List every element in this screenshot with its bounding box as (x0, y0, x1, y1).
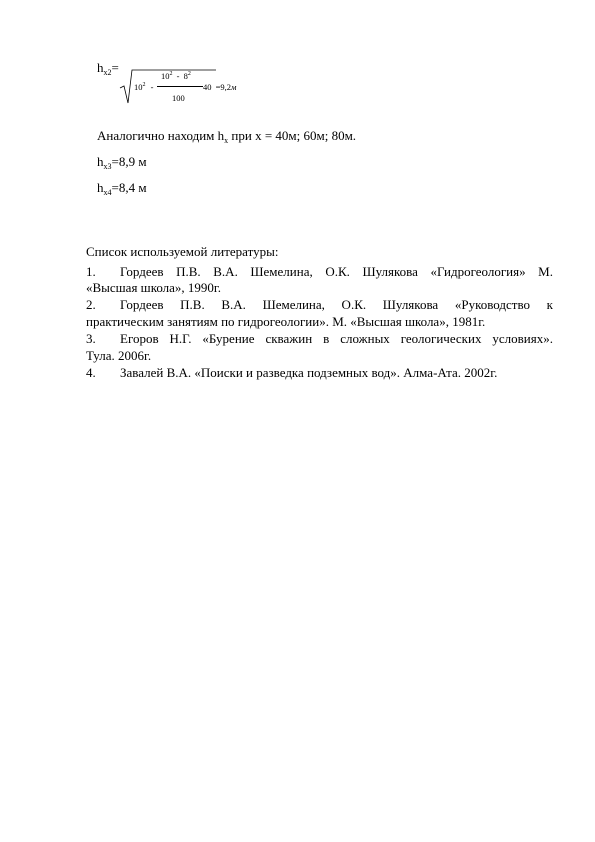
formula-denominator: 100 (172, 93, 185, 103)
formula-num-b-exp: 2 (187, 71, 191, 77)
bibliography-item-3-line1: Егоров Н.Г. «Бурение скважин в сложных геологических условиях». (120, 331, 553, 346)
formula-h-subscript: x2 (103, 68, 112, 77)
para-text-after: при x = 40м; 60м; 80м. (228, 128, 357, 143)
result-subscript: x3 (103, 162, 112, 171)
analogy-paragraph (97, 128, 356, 145)
bibliography-heading: Список используемой литературы: (86, 244, 279, 259)
formula-unit: м (231, 82, 237, 92)
formula-term-a (134, 82, 153, 92)
formula-mult: 40 (203, 82, 212, 92)
para-text-before: Аналогично находим h (97, 128, 225, 143)
bibliography-item-4-line1: Завалей В.А. «Поиски и разведка подземных вод». Алма-Ата. 2002г. (120, 365, 498, 380)
formula-minus: - (150, 82, 154, 92)
formula-h-label: h (97, 60, 104, 75)
bibliography-item-number: 2. (86, 297, 96, 312)
fraction-bar (157, 86, 203, 87)
result-subscript: x4 (103, 188, 112, 197)
formula-num-minus: - (176, 71, 180, 81)
bibliography-item-number: 4. (86, 365, 96, 380)
formula-num-a: 10 (161, 71, 170, 81)
formula-result: =9,2 (215, 82, 232, 92)
formula-numerator (161, 71, 191, 81)
formula-a-exp: 2 (142, 82, 146, 88)
formula-rhs (203, 82, 236, 92)
formula-num-a-exp: 2 (169, 71, 173, 77)
result-x4 (97, 180, 147, 197)
result-x3 (97, 154, 147, 171)
bibliography-item-2-line1: Гордеев П.В. В.А. Шемелина, О.К. Шулякова «Руководство к (120, 297, 553, 312)
bibliography-item-1-line2: «Высшая школа», 1990г. (86, 280, 222, 295)
formula-a-base: 10 (134, 82, 143, 92)
bibliography-item-2-line2: практическим занятиям по гидрогеологии». М. «Высшая школа», 1981г. (86, 314, 486, 329)
bibliography-item-1-line1: Гордеев П.В. В.А. Шемелина, О.К. Шулякова «Гидрогеология» М. (120, 264, 553, 279)
bibliography-item-number: 1. (86, 264, 96, 279)
formula-block (0, 0, 595, 120)
radical-sign (0, 0, 595, 120)
para-subscript: x (224, 136, 229, 145)
result-label: h (97, 154, 104, 169)
formula-num-b: 8 (183, 71, 188, 81)
bibliography-item-3-line2: Тула. 2006г. (86, 348, 152, 363)
formula-equals: = (111, 60, 119, 75)
result-value: =8,9 м (111, 154, 147, 169)
bibliography-item-number: 3. (86, 331, 96, 346)
result-value: =8,4 м (111, 180, 147, 195)
result-label: h (97, 180, 104, 195)
